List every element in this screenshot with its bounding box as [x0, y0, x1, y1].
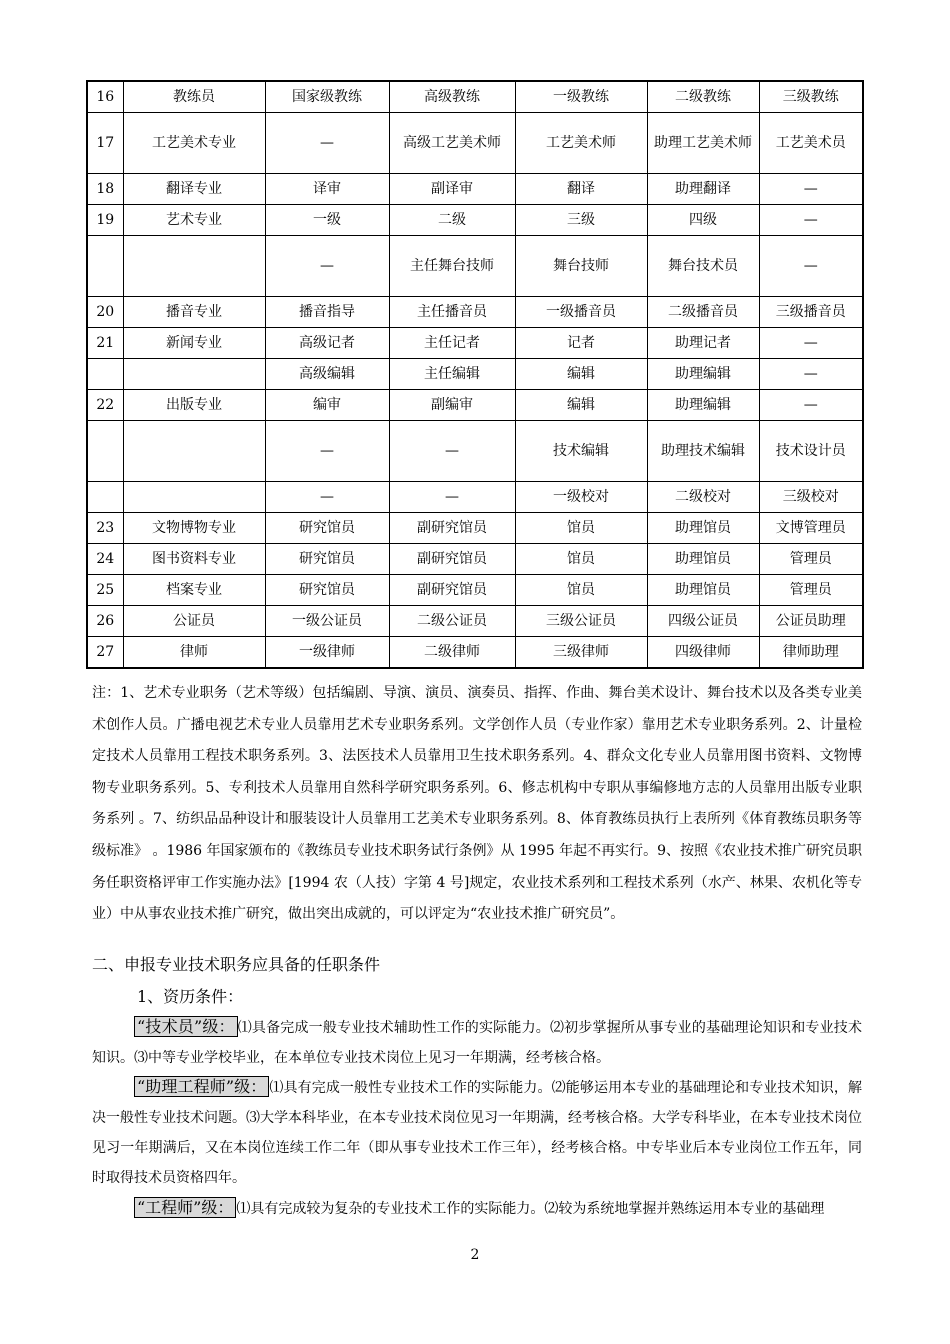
table-cell: 艺术专业	[123, 205, 265, 236]
table-cell: —	[389, 482, 515, 513]
table-row	[87, 390, 863, 421]
table-cell: 公证员助理	[759, 606, 863, 637]
table-cell: 一级校对	[515, 482, 647, 513]
table-cell: 工艺美术师	[515, 113, 647, 174]
table-cell: 出版专业	[123, 390, 265, 421]
table-cell: 二级校对	[647, 482, 759, 513]
table-cell: 二级教练	[647, 81, 759, 113]
table-cell: 四级律师	[647, 637, 759, 669]
table-cell: 25	[87, 575, 123, 606]
table-cell: 技术编辑	[515, 421, 647, 482]
table-cell: 主任记者	[389, 328, 515, 359]
table-cell: 20	[87, 297, 123, 328]
table-cell: 主任编辑	[389, 359, 515, 390]
table-cell	[123, 236, 265, 297]
table-body	[87, 81, 863, 668]
table-cell: 一级	[265, 205, 389, 236]
table-row	[87, 81, 863, 113]
table-cell: 26	[87, 606, 123, 637]
table-cell: 高级记者	[265, 328, 389, 359]
table-row	[87, 113, 863, 174]
table-row	[87, 606, 863, 637]
table-cell: 律师	[123, 637, 265, 669]
section-title: 二、申报专业技术职务应具备的任职条件	[92, 955, 381, 974]
table-cell: —	[759, 236, 863, 297]
table-cell: 助理馆员	[647, 544, 759, 575]
table-cell: 一级播音员	[515, 297, 647, 328]
paragraph-technician	[92, 1012, 862, 1073]
table-cell: 助理编辑	[647, 390, 759, 421]
table-cell: 研究馆员	[265, 513, 389, 544]
table-cell: 翻译	[515, 174, 647, 205]
table-cell: —	[759, 174, 863, 205]
table-cell: 研究馆员	[265, 575, 389, 606]
table-cell: 舞台技术员	[647, 236, 759, 297]
table-row	[87, 236, 863, 297]
grade-tag: “技术员”级：	[134, 1016, 238, 1037]
table-cell: 管理员	[759, 575, 863, 606]
table-cell: 一级教练	[515, 81, 647, 113]
table-cell: 编审	[265, 390, 389, 421]
paragraph-text: ⑴具有完成一般性专业技术工作的实际能力。⑵能够运用本专业的基础理论和专业技术知识，解决一般性专业技术问题。⑶大学本科毕业，在本专业技术岗位见习一年期满，经考核合格。大学专科毕业，在本专业技术岗位见习一年期满后，又在本岗位连续工作二年（即从事专业技术工作三年），经考核合格。中专毕业后本专业岗位工作五年，同时取得技术员资格四年。	[92, 1080, 862, 1186]
subsection-title: 1、资历条件：	[137, 987, 244, 1006]
table-cell: 馆员	[515, 544, 647, 575]
table-cell: 三级播音员	[759, 297, 863, 328]
table-cell: 文物博物专业	[123, 513, 265, 544]
table-cell: 主任播音员	[389, 297, 515, 328]
table-cell: 记者	[515, 328, 647, 359]
table-cell: —	[265, 421, 389, 482]
table-cell: 公证员	[123, 606, 265, 637]
table-cell: 二级播音员	[647, 297, 759, 328]
table-cell: 律师助理	[759, 637, 863, 669]
table-cell: —	[389, 421, 515, 482]
table-cell: —	[759, 328, 863, 359]
table-cell: 副研究馆员	[389, 513, 515, 544]
table-cell: 19	[87, 205, 123, 236]
table-cell: 图书资料专业	[123, 544, 265, 575]
table-cell: 舞台技师	[515, 236, 647, 297]
table-cell: 技术设计员	[759, 421, 863, 482]
table-cell: 二级	[389, 205, 515, 236]
table-cell: 18	[87, 174, 123, 205]
title-grade-table	[86, 80, 864, 669]
table-row	[87, 544, 863, 575]
table-cell: 助理技术编辑	[647, 421, 759, 482]
table-row	[87, 328, 863, 359]
table-cell: 27	[87, 637, 123, 669]
table-row	[87, 637, 863, 669]
table-cell: 播音指导	[265, 297, 389, 328]
table-cell: 24	[87, 544, 123, 575]
table-cell: 23	[87, 513, 123, 544]
table-note: 注：1、艺术专业职务（艺术等级）包括编剧、导演、演员、演奏员、指挥、作曲、舞台美术设计、舞台技术以及各类专业美术创作人员。广播电视艺术专业人员靠用艺术专业职务系列。文学创作人员（专业作家）靠用艺术专业职务系列。2、计量检定技术人员靠用工程技术职务系列。3、法医技术人员靠用卫生技术职务系列。4、群众文化专业人员靠用图书资料、文物博物专业职务系列。5、专利技术人员靠用自然科学研究职务系列。6、修志机构中专职从事编修地方志的人员靠用出版专业职务系列 。7、纺织品品种设计和服装设计人员靠用工艺美术专业职务系列。8、体育教练员执行上表所列《体育教练员职务等级标准》 。1986 年国家颁布的《教练员专业技术职务试行条例》从 1995 年起不再实行。9、按照《农业技术推广研究员职务任职资格评审工作实施办法》[1994 农（人技）字第 4 号]规定，农业技术系列和工程技术系列（水产、林果、农机化等专业）中从事农业技术推广研究，做出突出成就的，可以评定为“农业技术推广研究员”。	[92, 685, 862, 923]
table-cell: 助理馆员	[647, 513, 759, 544]
table-cell: 副研究馆员	[389, 544, 515, 575]
table-cell: 三级校对	[759, 482, 863, 513]
table-cell: 高级教练	[389, 81, 515, 113]
table-row	[87, 359, 863, 390]
table-cell: 研究馆员	[265, 544, 389, 575]
table-cell: —	[265, 482, 389, 513]
table-cell	[87, 421, 123, 482]
table-cell: 编辑	[515, 359, 647, 390]
table-row	[87, 205, 863, 236]
table-cell: 三级	[515, 205, 647, 236]
paragraph-engineer	[92, 1193, 862, 1224]
table-cell: 教练员	[123, 81, 265, 113]
table-cell: 16	[87, 81, 123, 113]
table-cell: —	[759, 390, 863, 421]
table-cell: 管理员	[759, 544, 863, 575]
paragraph-text: ⑴具备完成一般专业技术辅助性工作的实际能力。⑵初步掌握所从事专业的基础理论知识和专业技术知识。⑶中等专业学校毕业，在本单位专业技术岗位上见习一年期满，经考核合格。	[92, 1020, 862, 1066]
table-cell: 档案专业	[123, 575, 265, 606]
table-cell: 副译审	[389, 174, 515, 205]
table-cell: 一级律师	[265, 637, 389, 669]
paragraph-assistant-engineer	[92, 1072, 862, 1193]
table-cell: 高级编辑	[265, 359, 389, 390]
page-number: 2	[470, 1247, 480, 1263]
table-cell: —	[265, 236, 389, 297]
grade-tag: “工程师”级：	[134, 1197, 236, 1218]
table-cell: 21	[87, 328, 123, 359]
table-cell: 四级公证员	[647, 606, 759, 637]
table-cell: —	[759, 205, 863, 236]
table-row	[87, 174, 863, 205]
table-cell: 助理记者	[647, 328, 759, 359]
table-cell: 译审	[265, 174, 389, 205]
table-cell: —	[265, 113, 389, 174]
table-cell: 17	[87, 113, 123, 174]
table-cell: 国家级教练	[265, 81, 389, 113]
table-cell: 文博管理员	[759, 513, 863, 544]
paragraph-text: ⑴具有完成较为复杂的专业技术工作的实际能力。⑵较为系统地掌握并熟练运用本专业的基础理	[236, 1201, 825, 1217]
table-cell: 二级律师	[389, 637, 515, 669]
table-cell	[123, 482, 265, 513]
table-cell: 三级律师	[515, 637, 647, 669]
table-row	[87, 421, 863, 482]
table-cell: 助理工艺美术师	[647, 113, 759, 174]
table-cell	[87, 359, 123, 390]
table-row	[87, 513, 863, 544]
table-cell: 编辑	[515, 390, 647, 421]
table-cell	[123, 421, 265, 482]
table-cell: 四级	[647, 205, 759, 236]
table-cell: 主任舞台技师	[389, 236, 515, 297]
table-cell: —	[759, 359, 863, 390]
table-cell: 22	[87, 390, 123, 421]
table-row	[87, 575, 863, 606]
table-cell: 播音专业	[123, 297, 265, 328]
table-cell: 一级公证员	[265, 606, 389, 637]
table-cell: 副编审	[389, 390, 515, 421]
table-cell: 翻译专业	[123, 174, 265, 205]
table-cell: 三级教练	[759, 81, 863, 113]
table-cell: 馆员	[515, 575, 647, 606]
table-cell: 工艺美术专业	[123, 113, 265, 174]
table-cell	[87, 482, 123, 513]
table-cell: 助理馆员	[647, 575, 759, 606]
table-cell: 二级公证员	[389, 606, 515, 637]
table-cell: 三级公证员	[515, 606, 647, 637]
table-cell	[123, 359, 265, 390]
table-cell: 馆员	[515, 513, 647, 544]
table-row	[87, 297, 863, 328]
table-cell: 工艺美术员	[759, 113, 863, 174]
table-cell: 新闻专业	[123, 328, 265, 359]
table-row	[87, 482, 863, 513]
grade-tag: “助理工程师”级：	[134, 1076, 269, 1097]
table-cell: 助理翻译	[647, 174, 759, 205]
table-cell	[87, 236, 123, 297]
table-cell: 副研究馆员	[389, 575, 515, 606]
table-cell: 高级工艺美术师	[389, 113, 515, 174]
table-cell: 助理编辑	[647, 359, 759, 390]
